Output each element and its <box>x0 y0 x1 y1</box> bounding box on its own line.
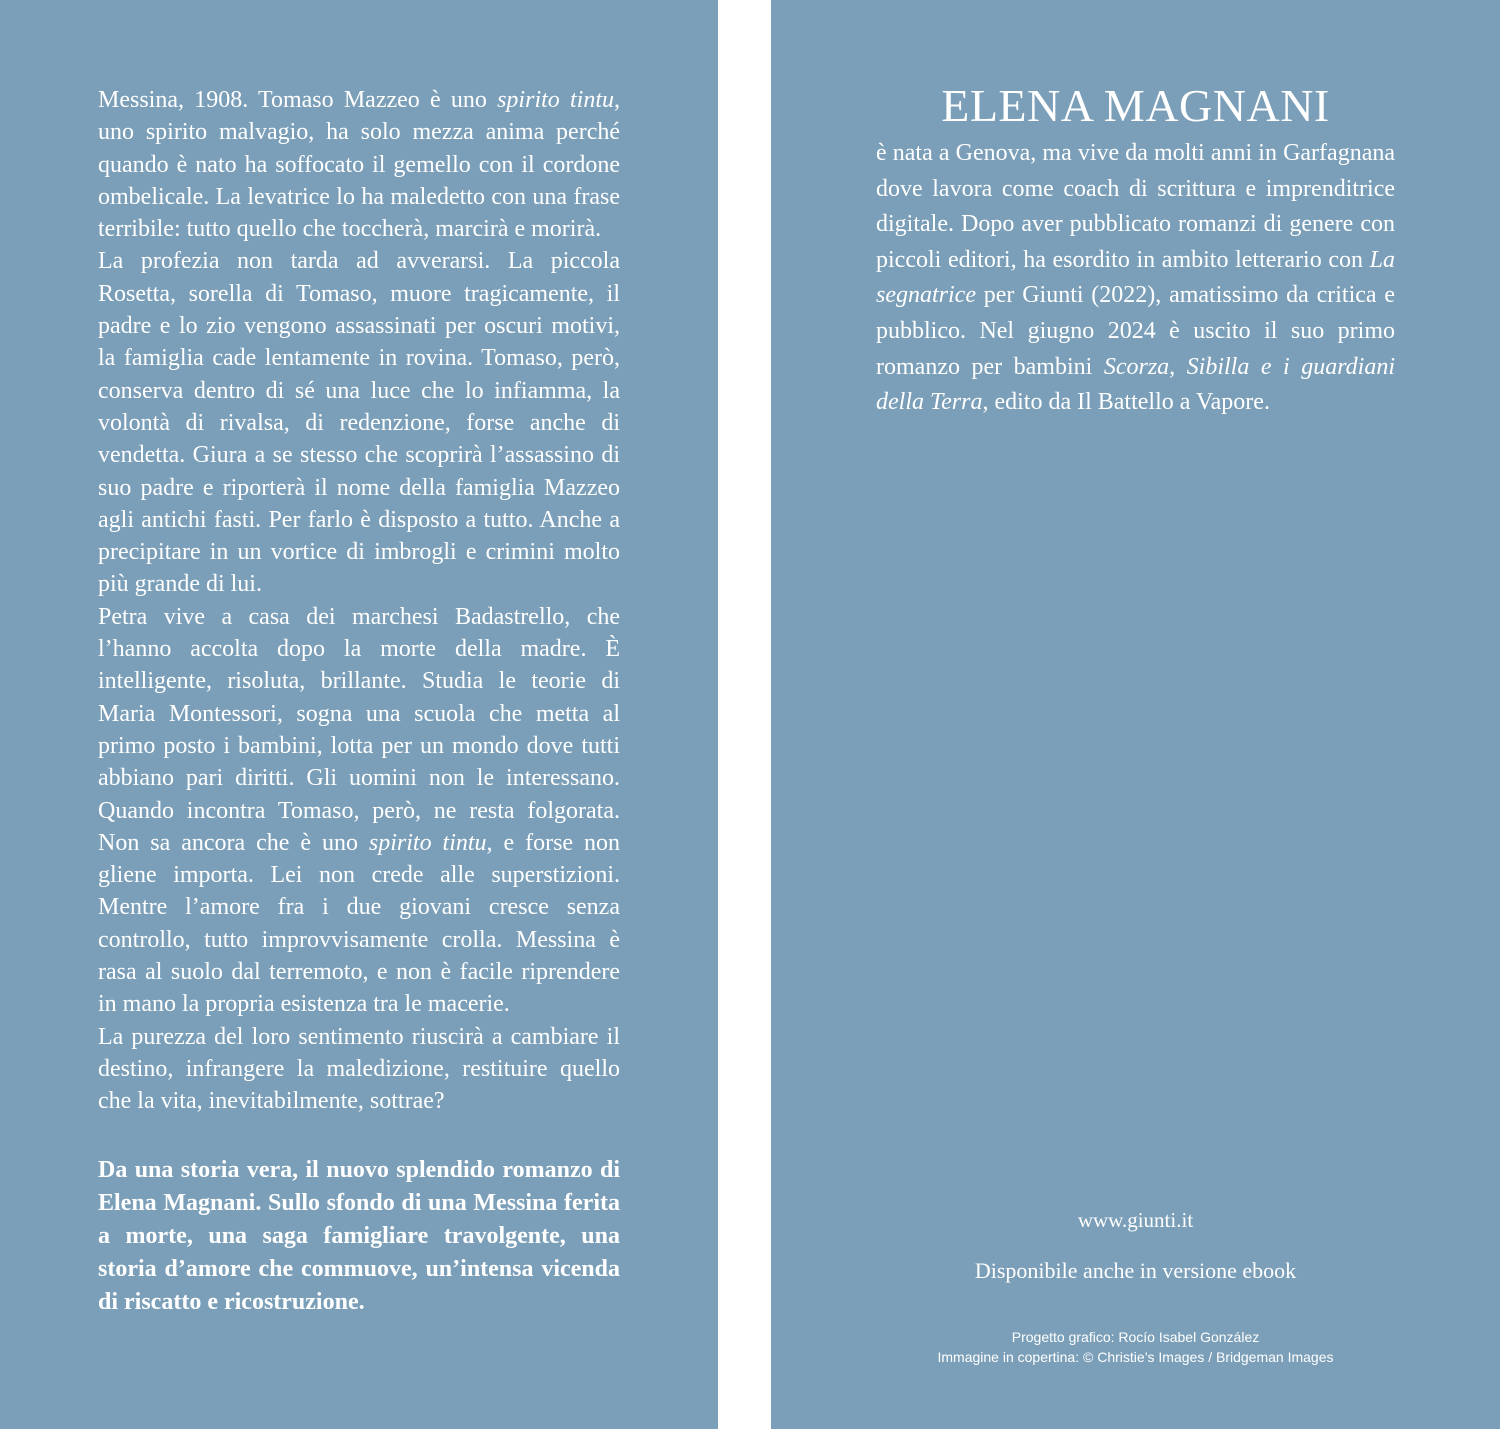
left-flap <box>0 0 718 1429</box>
credits <box>771 1327 1500 1367</box>
italic-title: spirito tintu <box>368 829 487 856</box>
author-name: ELENA MAGNANI <box>941 80 1330 131</box>
synopsis-paragraph: Messina, 1908. Tomaso Mazzeo è uno spirito tintu, uno spirito malvagio, ha solo mezza anima perché quando è nato ha soffocato il gemello con il cordone ombelicale. La levatrice lo ha maledetto con una frase terribile: tutto quello che toccherà, marcirà e morirà. <box>98 87 620 243</box>
synopsis-paragraph: Petra vive a casa dei marchesi Badastrello, che l’hanno accolta dopo la morte della madre. È intelligente, risoluta, brillante. Studia le teorie di Maria Montessori, sogna una scuola che metta al primo posto i bambini, lotta per un mondo dove tutti abbiano pari diritti. Gli uomini non le interessano. Quando incontra Tomaso, però, ne resta folgorata. Non sa ancora che è uno spirito tintu, e forse non gliene importa. Lei non crede alle superstizioni. Mentre l’amore fra i due giovani cresce senza controllo, tutto improvvisamente crolla. Messina è rasa al suolo dal terremoto, e non è facile riprendere in mano la propria esistenza tra le macerie. <box>98 603 621 1018</box>
ebook-note: Disponibile anche in versione ebook <box>974 1258 1297 1283</box>
author-bio: è nata a Genova, ma vive da molti anni in Garfagnana dove lavora come coach di scrittura e imprenditrice digitale. Dopo aver pubblicato romanzi di genere con piccoli editori, ha esordito in ambito letterario con La segnatrice per Giunti (2022), amatissimo da critica e pubblico. Nel giugno 2024 è uscito il suo primo romanzo per bambini Scorza, Sibilla e i guardiani della Terra, edito da Il Battello a Vapore. <box>876 140 1396 416</box>
synopsis-paragraph: La purezza del loro sentimento riuscirà a cambiare il destino, infrangere la maledizione, restituire quello che la vita, inevitabilmente, sottrae? <box>98 1023 620 1115</box>
synopsis-paragraph: La profezia non tarda ad avverarsi. La piccola Rosetta, sorella di Tomaso, muore tragicamente, il padre e lo zio vengono assassinati per oscuri motivi, la famiglia cade lentamente in rovina. Tomaso, però, conserva dentro di sé una luce che lo infiamma, la volontà di rivalsa, di redenzione, forse anche di vendetta. Giura a se stesso che scoprirà l’assassino di suo padre e riporterà il nome della famiglia Mazzeo agli antichi fasti. Per farlo è disposto a tutto. Anche a precipitare in un vortice di imbrogli e crimini molto più grande di lui. <box>98 248 620 598</box>
italic-title: spirito tintu <box>497 87 614 113</box>
credit-design: Progetto grafico: Rocío Isabel González <box>1011 1329 1260 1345</box>
italic-title: La segnatrice <box>876 246 1395 309</box>
tagline: Da una storia vera, il nuovo splendido romanzo di Elena Magnani. Sullo sfondo di una Messina ferita a morte, una saga famigliare travolgente, una storia d’amore che commuove, un’intensa vicenda di riscatto e ricostruzione. <box>98 1156 620 1315</box>
synopsis <box>98 84 620 1118</box>
website-link[interactable]: www.giunti.it <box>1077 1208 1194 1232</box>
credit-image: Immagine in copertina: © Christie’s Images / Bridgeman Images <box>937 1349 1334 1365</box>
right-flap <box>771 0 1500 1429</box>
italic-title: Scorza, Sibilla e i guardiani della Terra <box>876 353 1396 416</box>
